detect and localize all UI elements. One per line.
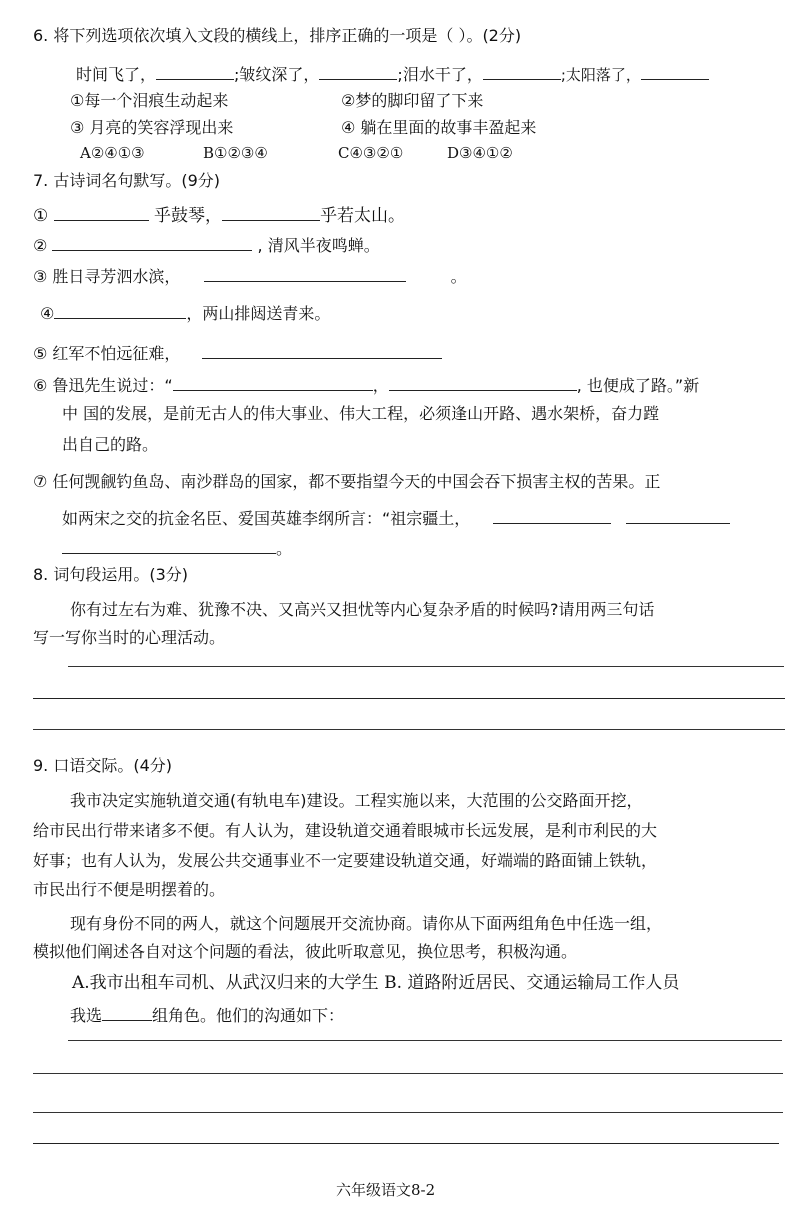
q7-blank-1a[interactable] [54,204,149,221]
q7-title: 7. 古诗词名句默写。(9分) [33,171,221,190]
q6-blank-2[interactable] [319,63,397,80]
q7-blank-7b[interactable] [626,507,730,524]
q9-choice-line [70,1004,344,1026]
q7-line-3 [33,265,467,287]
q7-blank-7c[interactable] [62,537,276,554]
q7-blank-6a[interactable] [173,374,373,391]
q6-part-2: ;皱纹深了， [234,65,320,84]
page-footer: 六年级语文8-2 [336,1181,436,1199]
q8-answer-line-3[interactable] [33,729,785,730]
q6-sentence [76,63,709,85]
q7-line-1 [33,204,405,226]
q9-answer-line-2[interactable] [33,1073,783,1074]
q7-line-6-text-a: ⑥ 鲁迅先生说过：“ [33,376,173,395]
q9-answer-line-3[interactable] [33,1112,783,1113]
q7-line-6 [33,374,699,396]
q9-pick-text: 组角色。他们的沟通如下： [152,1006,345,1025]
q7-line-6-comma: ， [372,376,389,395]
q7-line-6-text-b: , 也便成了路。”新 [576,376,700,395]
q7-line-4 [40,302,330,324]
q7-line-2 [33,234,380,256]
q9-answer-line-4[interactable] [33,1143,779,1144]
q8-title: 8. 词句段运用。(3分) [33,565,189,584]
q7-blank-2[interactable] [52,234,252,251]
q8-prompt-1: 你有过左右为难、犹豫不决、又高兴又担忧等内心复杂矛盾的时候吗?请用两三句话 [70,600,655,619]
q7-line-3-end: 。 [450,267,467,286]
q7-line-7-cont [62,507,730,529]
q6-option-4: ④ 躺在里面的故事丰盈起来 [341,118,537,137]
q7-blank-7a[interactable] [493,507,611,524]
q6-part-3: ;泪水干了， [397,65,483,84]
q6-blank-1[interactable] [156,63,234,80]
q7-line-1-text-a: 乎鼓琴， [148,206,223,226]
q7-line-1-num: ① [33,206,49,226]
q9-para-2-line-2: 模拟他们阐述各自对这个问题的看法，彼此听取意见，换位思考，积极沟通。 [33,942,578,961]
q7-line-1-text-b: 乎若太山。 [320,206,406,226]
q6-part-4: ;太阳落了， [560,66,641,84]
q6-blank-4[interactable] [641,63,709,80]
q6-title: 6. 将下列选项依次填入文段的横线上，排序正确的一项是（ ）。(2分) [33,26,522,45]
q7-line-6-cont-1: 中 国的发展，是前无古人的伟大事业、伟大工程，必须逢山开路、遇水架桥，奋力蹚 [62,404,660,423]
q7-blank-4[interactable] [54,302,186,319]
q6-blank-3[interactable] [483,63,561,80]
q9-para-1-line-2: 给市民出行带来诸多不便。有人认为，建设轨道交通着眼城市长远发展，是利市利民的大 [33,821,658,840]
q7-blank-3[interactable] [204,265,406,282]
q7-blank-1b[interactable] [222,204,320,221]
q9-para-1-line-1: 我市决定实施轨道交通(有轨电车)建设。工程实施以来，大范围的公交路面开挖， [70,791,643,810]
q7-line-6-cont-2: 出自己的路。 [62,435,159,454]
q9-para-1-line-3: 好事；也有人认为，发展公共交通事业不一定要建设轨道交通，好端端的路面铺上铁轨， [33,851,658,870]
q6-part-1: 时间飞了， [76,65,157,84]
q7-line-4-text: ，两山排闼送青来。 [186,304,331,323]
q7-line-7-period: 。 [276,539,293,558]
q8-prompt-2: 写一写你当时的心理活动。 [33,628,226,647]
q7-line-5 [33,342,442,364]
q6-choice-a[interactable]: A②④①③ [80,144,145,162]
q7-line-4-num: ④ [40,304,55,323]
q7-line-7-text: 如两宋之交的抗金名臣、爱国英雄李纲所言：“祖宗疆土， [62,509,471,528]
q7-blank-5[interactable] [202,342,442,359]
q9-pick-label: 我选 [70,1006,103,1025]
q7-line-5-text: ⑤ 红军不怕远征难， [33,344,181,363]
q7-line-2-num: ② [33,236,48,255]
q7-line-7: ⑦ 任何觊觎钓鱼岛、南沙群岛的国家，都不要指望今天的中国会吞下损害主权的苦果。正 [33,472,661,491]
q6-option-3: ③ 月亮的笑容浮现出来 [70,118,234,137]
q7-line-7-end [62,537,292,559]
q7-blank-6b[interactable] [389,374,577,391]
q7-line-3-text: ③ 胜日寻芳泗水滨， [33,267,181,286]
q6-option-2: ②梦的脚印留了下来 [341,91,484,110]
q7-line-2-text: , 清风半夜鸣蝉。 [252,236,380,255]
q8-answer-line-1[interactable] [68,666,784,667]
q8-answer-line-2[interactable] [33,698,785,699]
q9-answer-line-1[interactable] [68,1040,782,1041]
q9-group-blank[interactable] [102,1004,152,1021]
q6-option-1: ①每一个泪痕生动起来 [70,91,229,110]
q9-para-2-line-1: 现有身份不同的两人，就这个问题展开交流协商。请你从下面两组角色中任选一组， [70,914,663,933]
q6-choice-c[interactable]: C④③②① [338,144,404,162]
q9-title: 9. 口语交际。(4分) [33,756,173,775]
q6-choice-b[interactable]: B①②③④ [203,144,268,162]
q9-para-1-line-4: 市民出行不便是明摆着的。 [33,880,226,899]
q9-role-groups: A.我市出租车司机、从武汉归来的大学生 B. 道路附近居民、交通运输局工作人员 [72,973,680,993]
q6-choice-d[interactable]: D③④①② [447,144,513,162]
